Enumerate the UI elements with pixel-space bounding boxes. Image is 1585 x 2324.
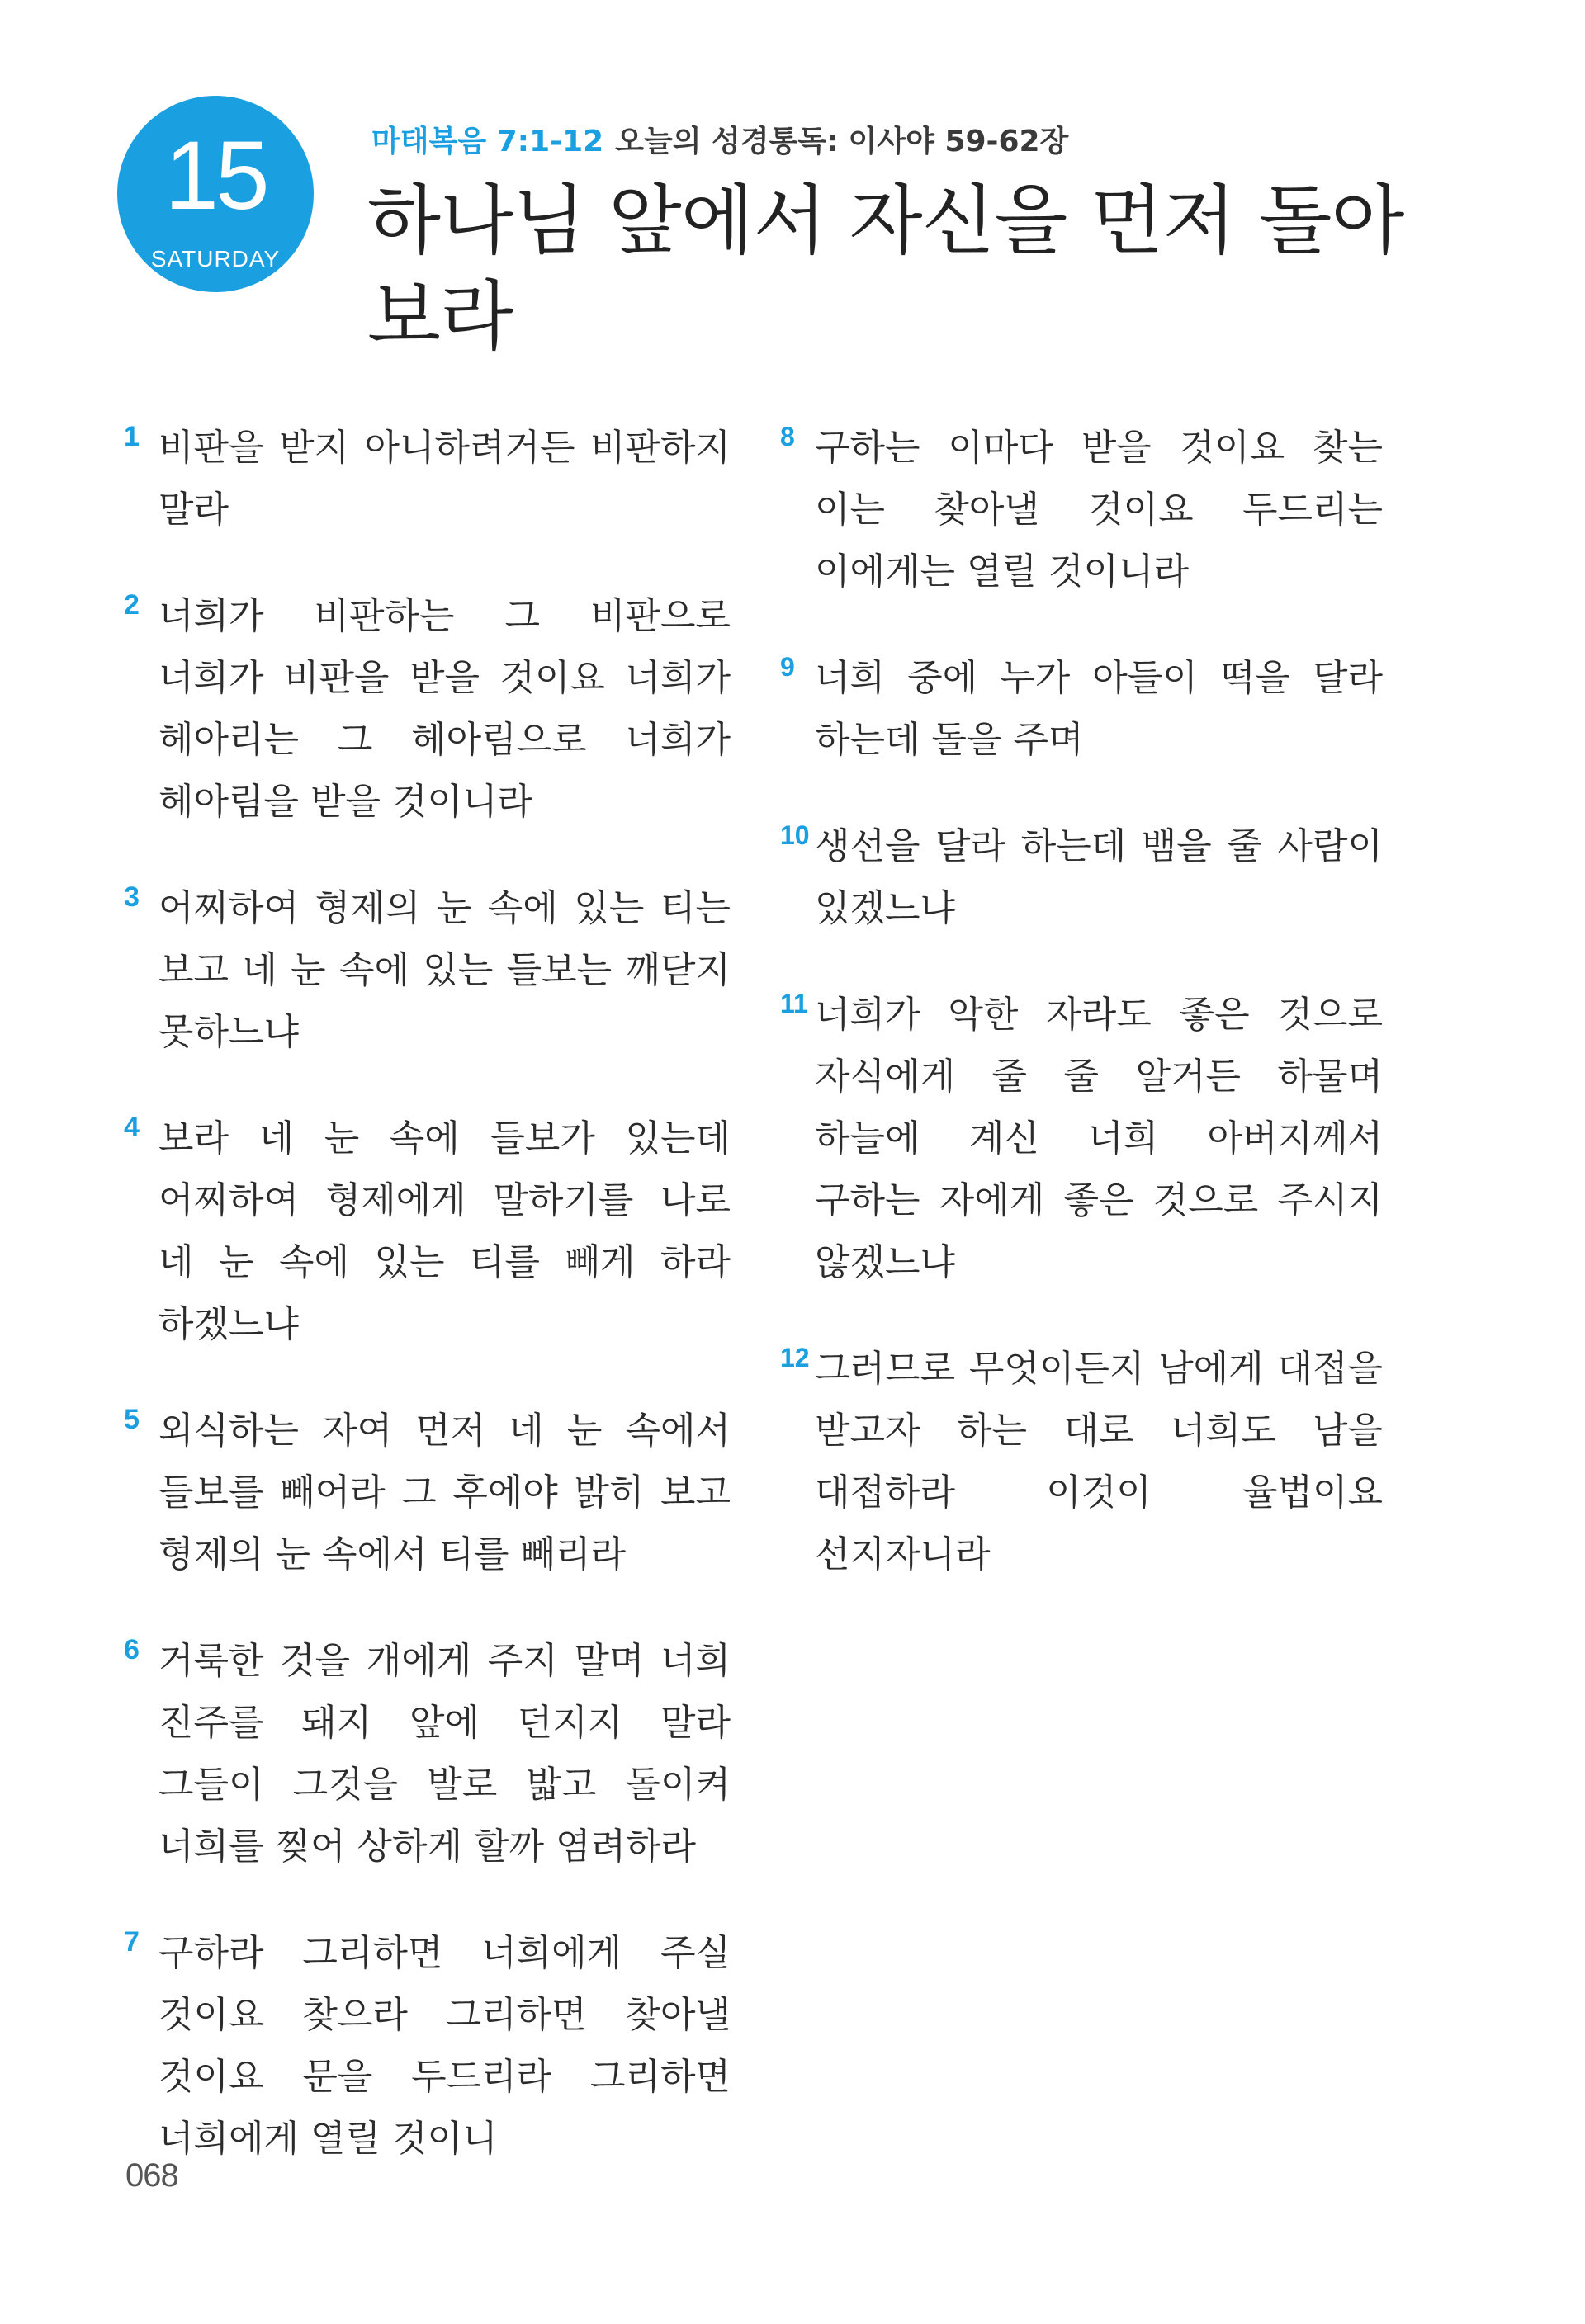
verse-text: 구하라 그리하면 너희에게 주실 것이요 찾으라 그리하면 찾아낼 것이요 문을 두드리라 그리하면 너희에게 열릴 것이니 — [158, 1932, 731, 2160]
verse-text: 너희 중에 누가 아들이 떡을 달라 하는데 돌을 주며 — [815, 657, 1383, 761]
verse-number: 6 — [124, 1634, 140, 1665]
verse-number: 5 — [124, 1404, 140, 1435]
verse-text: 구하는 이마다 받을 것이요 찾는 이는 찾아낼 것이요 두드리는 이에게는 열릴 것이니라 — [815, 427, 1383, 593]
verse-number: 3 — [124, 881, 140, 913]
page-title: 하나님 앞에서 자신을 먼저 돌아보라 — [367, 177, 1404, 361]
page-number: 068 — [125, 2157, 178, 2194]
reading-plan-label: 오늘의 성경통독: — [615, 125, 839, 158]
day-badge — [117, 96, 314, 292]
verse-number: 8 — [780, 422, 795, 451]
verse-3 — [124, 877, 731, 1063]
day-number: 15 — [164, 121, 267, 230]
verse-12 — [780, 1338, 1383, 1585]
verses-right-column — [780, 417, 1383, 1630]
verse-number: 9 — [780, 652, 795, 682]
verses-left-column — [124, 417, 731, 2214]
verse-number: 10 — [780, 820, 810, 850]
verse-10 — [780, 815, 1383, 939]
verse-text: 비판을 받지 아니하려거든 비판하지 말라 — [158, 427, 731, 531]
verse-text: 그러므로 무엇이든지 남에게 대접을 받고자 하는 대로 너희도 남을 대접하라 이것이 율법이요 선지자니라 — [815, 1348, 1383, 1575]
verse-11 — [780, 984, 1383, 1293]
verse-text: 생선을 달라 하는데 뱀을 줄 사람이 있겠느냐 — [815, 825, 1383, 929]
verse-1 — [124, 417, 731, 541]
verse-number: 4 — [124, 1112, 140, 1143]
scripture-reference: 마태복음 7:1-12 — [371, 125, 604, 158]
verse-number: 12 — [780, 1343, 810, 1372]
weekday-label: SATURDAY — [150, 246, 281, 272]
verse-7 — [124, 1922, 731, 2170]
verse-text: 보라 네 눈 속에 들보가 있는데 어찌하여 형제에게 말하기를 나로 네 눈 속에 있는 티를 빼게 하라 하겠느냐 — [158, 1117, 731, 1345]
verse-text: 너희가 악한 자라도 좋은 것으로 자식에게 줄 줄 알거든 하물며 하늘에 계신 너희 아버지께서 구하는 자에게 좋은 것으로 주시지 않겠느냐 — [815, 994, 1383, 1283]
verse-number: 2 — [124, 589, 140, 621]
verse-text: 거룩한 것을 개에게 주지 말며 너희 진주를 돼지 앞에 던지지 말라 그들이 그것을 발로 밟고 돌이켜 너희를 찢어 상하게 할까 염려하라 — [158, 1640, 731, 1868]
reading-plan-reference: 이사야 59-62장 — [848, 125, 1069, 158]
verse-number: 11 — [780, 989, 808, 1018]
verse-text: 너희가 비판하는 그 비판으로 너희가 비판을 받을 것이요 너희가 헤아리는 그 헤아림으로 너희가 헤아림을 받을 것이니라 — [158, 595, 731, 823]
verse-2 — [124, 585, 731, 833]
verse-6 — [124, 1630, 731, 1878]
verse-8 — [780, 417, 1383, 602]
verse-4 — [124, 1108, 731, 1355]
verse-number: 1 — [124, 421, 140, 452]
verse-text: 외식하는 자여 먼저 네 눈 속에서 들보를 빼어라 그 후에야 밝히 보고 형제의 눈 속에서 티를 빼리라 — [158, 1410, 731, 1575]
verse-text: 어찌하여 형제의 눈 속에 있는 티는 보고 네 눈 속에 있는 들보는 깨닫지 못하느냐 — [158, 887, 731, 1053]
reading-header — [371, 124, 1068, 160]
verse-9 — [780, 647, 1383, 771]
verse-5 — [124, 1400, 731, 1585]
verse-number: 7 — [124, 1926, 140, 1958]
